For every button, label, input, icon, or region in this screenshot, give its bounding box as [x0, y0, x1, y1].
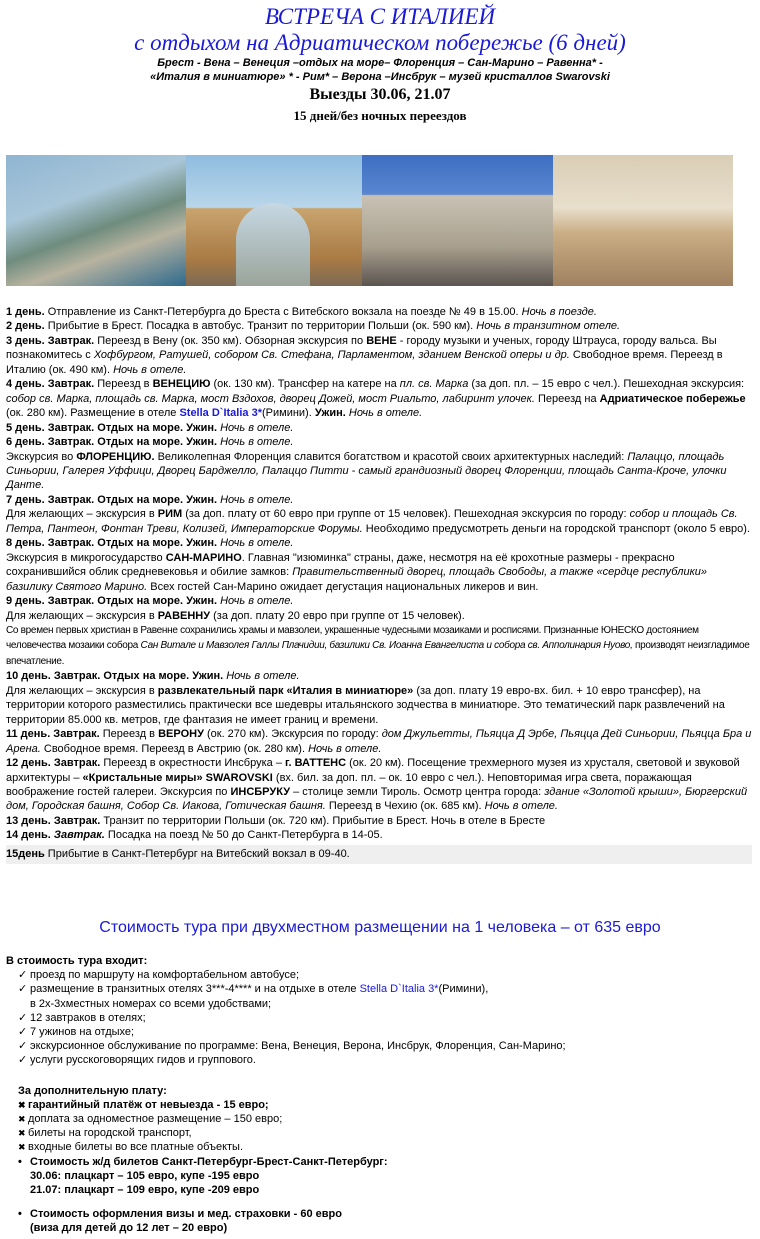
- day-1: 1 день. Отправление из Санкт-Петербурга до Бреста с Витебского вокзала на поезде № 49 в 15.00. Ночь в поезде.: [6, 306, 597, 318]
- photo-strip: [6, 155, 738, 286]
- cross-icon: ✖: [18, 1099, 26, 1110]
- tour-conditions: [6, 954, 752, 1236]
- list-item: • Стоимость оформления визы и мед. страховки - 60 евро (виза для детей до 12 лет – 20 евро): [18, 1208, 342, 1235]
- day-14: 14 день. Завтрак. Посадка на поезд № 50 до Санкт-Петербурга в 14-05.: [6, 829, 383, 842]
- train-section: [6, 1155, 752, 1198]
- check-icon: ✓: [18, 983, 28, 996]
- page-header: [0, 4, 760, 124]
- city-gate-photo: [186, 155, 362, 286]
- route-line-2: «Италия в миниатюре» * - Рим* – Верона –Инсбрук – музей кристаллов Swarovski: [150, 71, 610, 83]
- route-line-1: Брест - Вена – Венеция –отдых на море– Флоренция – Сан-Марино – Равенна* -: [157, 57, 603, 69]
- list-item: ✖ доплата за одноместное размещение – 150 евро;: [18, 1113, 283, 1126]
- bullet-icon: •: [18, 1155, 22, 1168]
- cross-icon: ✖: [18, 1142, 26, 1153]
- cross-icon: ✖: [18, 1128, 26, 1139]
- hotel-room-photo: [553, 155, 733, 286]
- day-11: 11 день. Завтрак. Переезд в ВЕРОНУ (ок. 270 км). Экскурсия по городу: дом Джульетты, Пьяцца Д Эрбе, Пьяцца Дей Синьории, Пьяцца Бра и Арена. Свободное время. Переезд в Австрию (ок. 280 км). Ночь в отеле.: [6, 728, 752, 755]
- list-item: ✓ размещение в транзитных отелях 3***-4**** и на отдыхе в отеле Stella D`Italia 3*(Римини), в 2х-3хместных номерах со всеми удобствами;: [18, 983, 489, 1010]
- list-item: ✖ гарантийный платёж от невыезда - 15 евро;: [18, 1098, 269, 1111]
- day-2: 2 день. Прибытие в Брест. Посадка в автобус. Транзит по территории Польши (ок. 590 км). Ночь в транзитном отеле.: [6, 320, 621, 333]
- included-title: В стоимость тура входит:: [6, 955, 148, 967]
- check-icon: ✓: [18, 969, 28, 982]
- tour-price: Стоимость тура при двухместном размещении на 1 человека – от 635 евро: [99, 919, 661, 936]
- departure-dates: Выезды 30.06, 21.07: [309, 86, 451, 103]
- list-item: ✖ входные билеты во все платные объекты.: [18, 1141, 243, 1154]
- day-12: 12 день. Завтрак. Переезд в окрестности Инсбрука – г. ВАТТЕНС (ок. 20 км). Посещение трехмерного музея из хрусталя, световой и звуковой архитектуры – «Кристальные миры» SWAROVSKI (вх. бил. за доп. пл. – ок. 10 евро с чел.). Неповторимая игра света, поражающая воображение гостей галереи. Экскурсия по ИНСБРУКУ – столице земли Тироль. Осмотр центра города: здание «Золотой крыши», Бюргерский дом, Городская башня, Собор Св. Иакова, Готическая башня. Переезд в Чехию (ок. 685 км). Ночь в отеле.: [6, 757, 748, 813]
- day-6: 6 день. Завтрак. Отдых на море. Ужин. Ночь в отеле. Экскурсия во ФЛОРЕНЦИЮ. Великолепная Флоренция славится богатством и красотой своих архитектурных наследий: Палаццо, площадь Синьории, Галерея Уффици, Дворец Барджелло, Палаццо Питти - самый грандиозный дворец Флоренции, площадь Санта-Кроче, улочки Данте.: [6, 436, 727, 492]
- list-item: ✓ услуги русскоговорящих гидов и группового.: [18, 1054, 256, 1067]
- tour-subtitle: с отдыхом на Адриатическом побережье (6 дней): [134, 30, 626, 55]
- list-item: ✓ 7 ужинов на отдыхе;: [18, 1026, 135, 1039]
- visa-section: [6, 1207, 752, 1235]
- tour-duration: 15 дней/без ночных переездов: [293, 108, 467, 123]
- list-item: • Стоимость ж/д билетов Санкт-Петербург-Брест-Санкт-Петербург: 30.06: плацкарт – 105 евро, купе -195 евро 21.07: плацкарт – 109 евро, купе -209 евро: [18, 1155, 388, 1197]
- day-9: 9 день. Завтрак. Отдых на море. Ужин. Ночь в отеле. Для желающих – экскурсия в РАВЕННУ (за доп. плату 20 евро при группе от 15 человек). Со времен первых христиан в Равенне сохранились храмы и мавзолеи, украшенные чудесными мозаиками и росписями. Признанные ЮНЕСКО достоянием человечества мозаики собора Сан Витале и Мавзолея Галлы Плачидии, базилики Св. Иоанна Евангелиста и собора св. Апполинария Нуово, производят неизгладимое впечатление.: [6, 595, 750, 667]
- hotel-name: Stella D`Italia 3*: [179, 407, 262, 420]
- list-item: ✖ билеты на городской транспорт,: [18, 1127, 192, 1140]
- bullet-icon: •: [18, 1208, 22, 1221]
- day-7: 7 день. Завтрак. Отдых на море. Ужин. Ночь в отеле. Для желающих – экскурсия в РИМ (за доп. плату от 60 евро при группе от 15 человек). Пешеходная экскурсия по городу: собор и площадь Св. Петра, Пантеон, Фонтан Треви, Колизей, Императорские Форумы. Необходимо предусмотреть деньги на городской транспорт (около 5 евро).: [6, 493, 750, 535]
- day-8: 8 день. Завтрак. Отдых на море. Ужин. Ночь в отеле. Экскурсия в микрогосударство САН-МАРИНО. Главная "изюминка" страны, даже, несмотря на её крохотные размеры - прекрасно сохранившийся облик средневековья и обилие замков: Правительственный дворец, площадь Свободы, а также «сердце республики» базилику Святого Марино. Всех гостей Сан-Марино ожидает дегустация национальных ликеров и вин.: [6, 537, 707, 593]
- extra-list: [18, 1098, 752, 1155]
- list-item: ✓ 12 завтраков в отелях;: [18, 1011, 146, 1024]
- aerial-beach-photo: [6, 155, 186, 286]
- list-item: ✓ экскурсионное обслуживание по программе: Вена, Венеция, Верона, Инсбрук, Флоренция, Сан-Марино;: [18, 1040, 566, 1053]
- day-5: 5 день. Завтрак. Отдых на море. Ужин. Ночь в отеле.: [6, 421, 294, 434]
- check-icon: ✓: [18, 1054, 28, 1067]
- hotel-building-photo: [362, 155, 553, 286]
- day-3: 3 день. Завтрак. Переезд в Вену (ок. 350 км). Обзорная экскурсия по ВЕНЕ - городу музыки и ученых, городу Штрауса, городу вальса. Вы познакомитесь с Хофбургом, Ратушей, собором Св. Стефана, Парламентом, зданием Венской оперы и др. Свободное время. Переезд в Италию (ок. 490 км). Ночь в отеле.: [6, 334, 723, 376]
- day-4: 4 день. Завтрак. Переезд в ВЕНЕЦИЮ (ок. 130 км). Трансфер на катере на пл. св. Марка (за доп. пл. – 15 евро с чел.). Пешеходная экскурсия: собор св. Марка, площадь св. Марка, мост Вздохов, дворец Дожей, мост Риальто, лабиринт улочек. Переезд на Адриатическое побережье (ок. 280 км). Размещение в отеле Stella D`Italia 3*(Римини). Ужин. Ночь в отеле.: [6, 378, 746, 420]
- check-icon: ✓: [18, 1026, 28, 1039]
- check-icon: ✓: [18, 1011, 28, 1024]
- day-10: 10 день. Завтрак. Отдых на море. Ужин. Ночь в отеле. Для желающих – экскурсия в развлекательный парк «Италия в миниатюре» (за доп. плату 19 евро-вх. бил. + 10 евро трансфер), на территории которого разместились практически все шедевры итальянского зодчества в миниатюре. Это тематический парк развлечений на территории 85.000 кв. метров, где фантазия не имеет границ и времени.: [6, 670, 725, 726]
- check-icon: ✓: [18, 1040, 28, 1053]
- included-list: [6, 968, 752, 1067]
- tour-title: ВСТРЕЧА С ИТАЛИЕЙ: [264, 4, 496, 29]
- cross-icon: ✖: [18, 1114, 26, 1125]
- extra-title: За дополнительную плату:: [18, 1084, 167, 1097]
- day-15: 15день Прибытие в Санкт-Петербург на Витебский вокзал в 09-40.: [6, 845, 752, 864]
- extra-section: [6, 1084, 752, 1155]
- itinerary: [6, 305, 752, 864]
- list-item: ✓ проезд по маршруту на комфортабельном автобусе;: [18, 969, 300, 982]
- day-13: 13 день. Завтрак. Транзит по территории Польши (ок. 720 км). Прибытие в Брест. Ночь в отеле в Бресте: [6, 814, 546, 827]
